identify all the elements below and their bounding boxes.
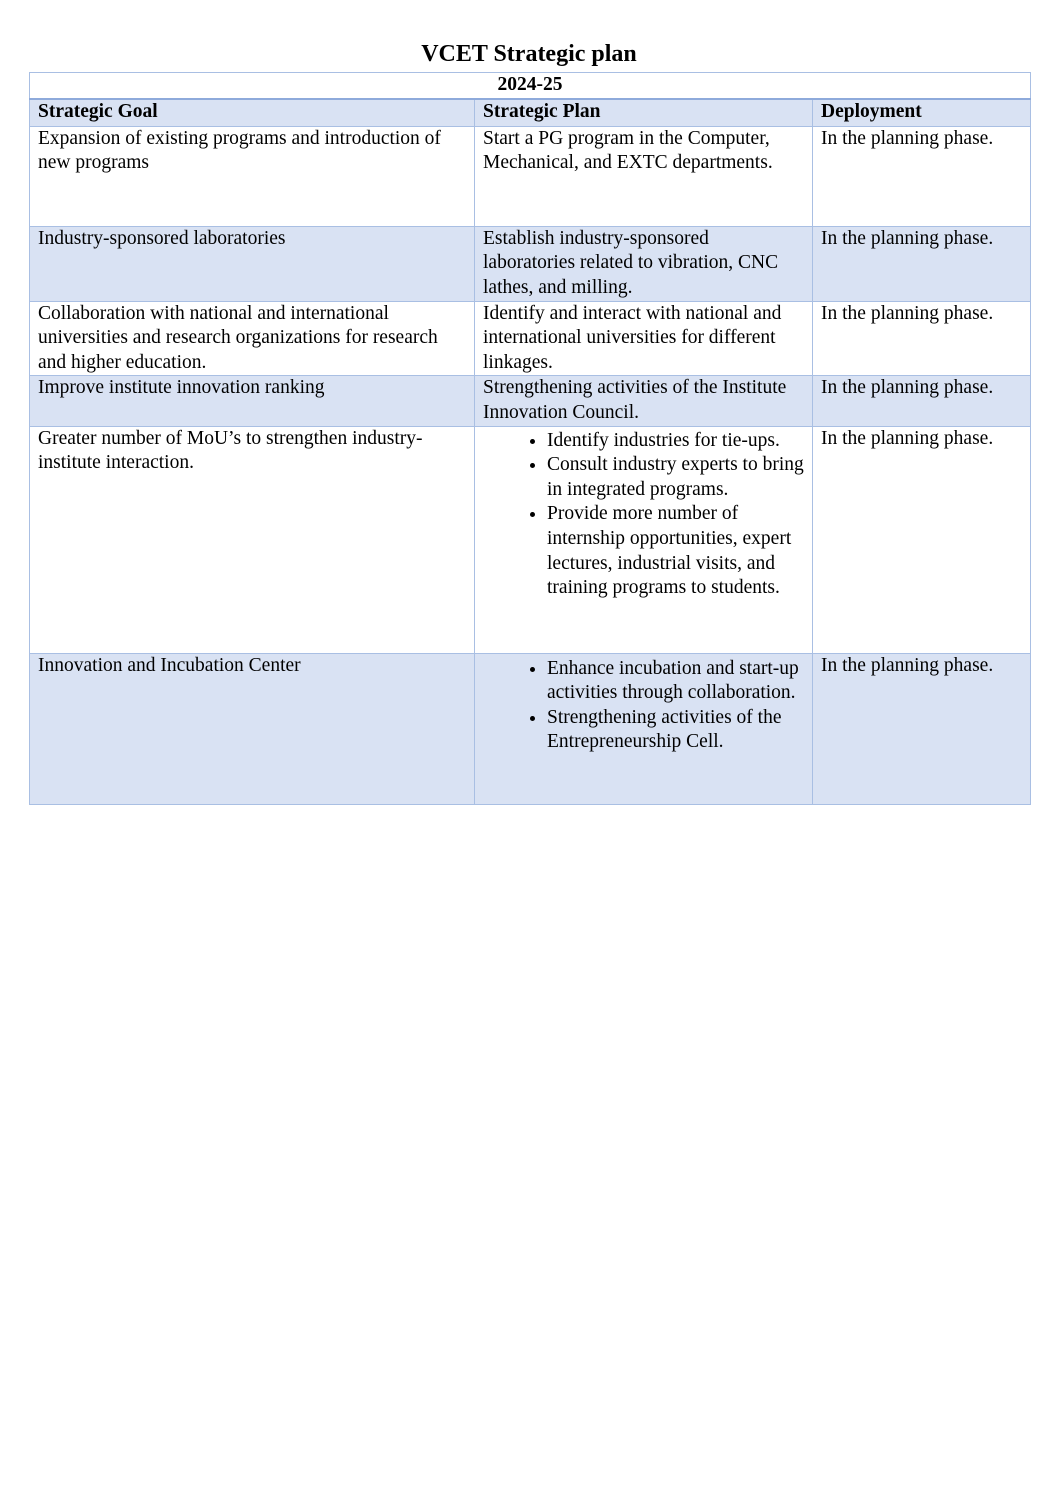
table-row [30,226,1031,301]
list-item: • Identify industries for tie-ups. [547,429,804,454]
table-row [30,126,1031,226]
goal-cell: Greater number of MoU’s to strengthen industry-institute interaction. [30,426,475,653]
header-strategic-plan: Strategic Plan [475,99,813,127]
list-item: • Enhance incubation and start-up activities through collaboration. [547,657,804,706]
plan-cell: Identify and interact with national and international universities for different linkages. [475,301,813,376]
list-item: • Consult industry experts to bring in integrated programs. [547,453,804,502]
plan-cell [475,653,813,804]
table-row [30,426,1031,653]
plan-cell: Start a PG program in the Computer, Mechanical, and EXTC departments. [475,126,813,226]
deployment-cell: In the planning phase. [813,126,1031,226]
plan-bullet-list [483,429,804,601]
list-item: • Provide more number of internship opportunities, expert lectures, industrial visits, and training programs to students. [547,502,804,600]
table-row [30,376,1031,426]
goal-cell: Innovation and Incubation Center [30,653,475,804]
table-row [30,653,1031,804]
deployment-cell: In the planning phase. [813,376,1031,426]
deployment-cell: In the planning phase. [813,226,1031,301]
year-label: 2024-25 [30,73,1031,99]
year-row [30,73,1031,99]
goal-cell: Industry-sponsored laboratories [30,226,475,301]
table-header-row [30,99,1031,127]
plan-cell: Establish industry-sponsored laboratories related to vibration, CNC lathes, and milling. [475,226,813,301]
header-deployment: Deployment [813,99,1031,127]
goal-cell: Collaboration with national and international universities and research organizations for research and higher education. [30,301,475,376]
table-row [30,301,1031,376]
list-item: • Strengthening activities of the Entrepreneurship Cell. [547,706,804,755]
plan-cell [475,426,813,653]
plan-bullet-list [483,657,804,755]
page-title: VCET Strategic plan [421,41,637,67]
goal-cell: Expansion of existing programs and introduction of new programs [30,126,475,226]
deployment-cell: In the planning phase. [813,653,1031,804]
deployment-cell: In the planning phase. [813,426,1031,653]
plan-cell: Strengthening activities of the Institute Innovation Council. [475,376,813,426]
deployment-cell: In the planning phase. [813,301,1031,376]
goal-cell: Improve institute innovation ranking [30,376,475,426]
strategic-plan-table [29,72,1031,805]
header-strategic-goal: Strategic Goal [30,99,475,127]
